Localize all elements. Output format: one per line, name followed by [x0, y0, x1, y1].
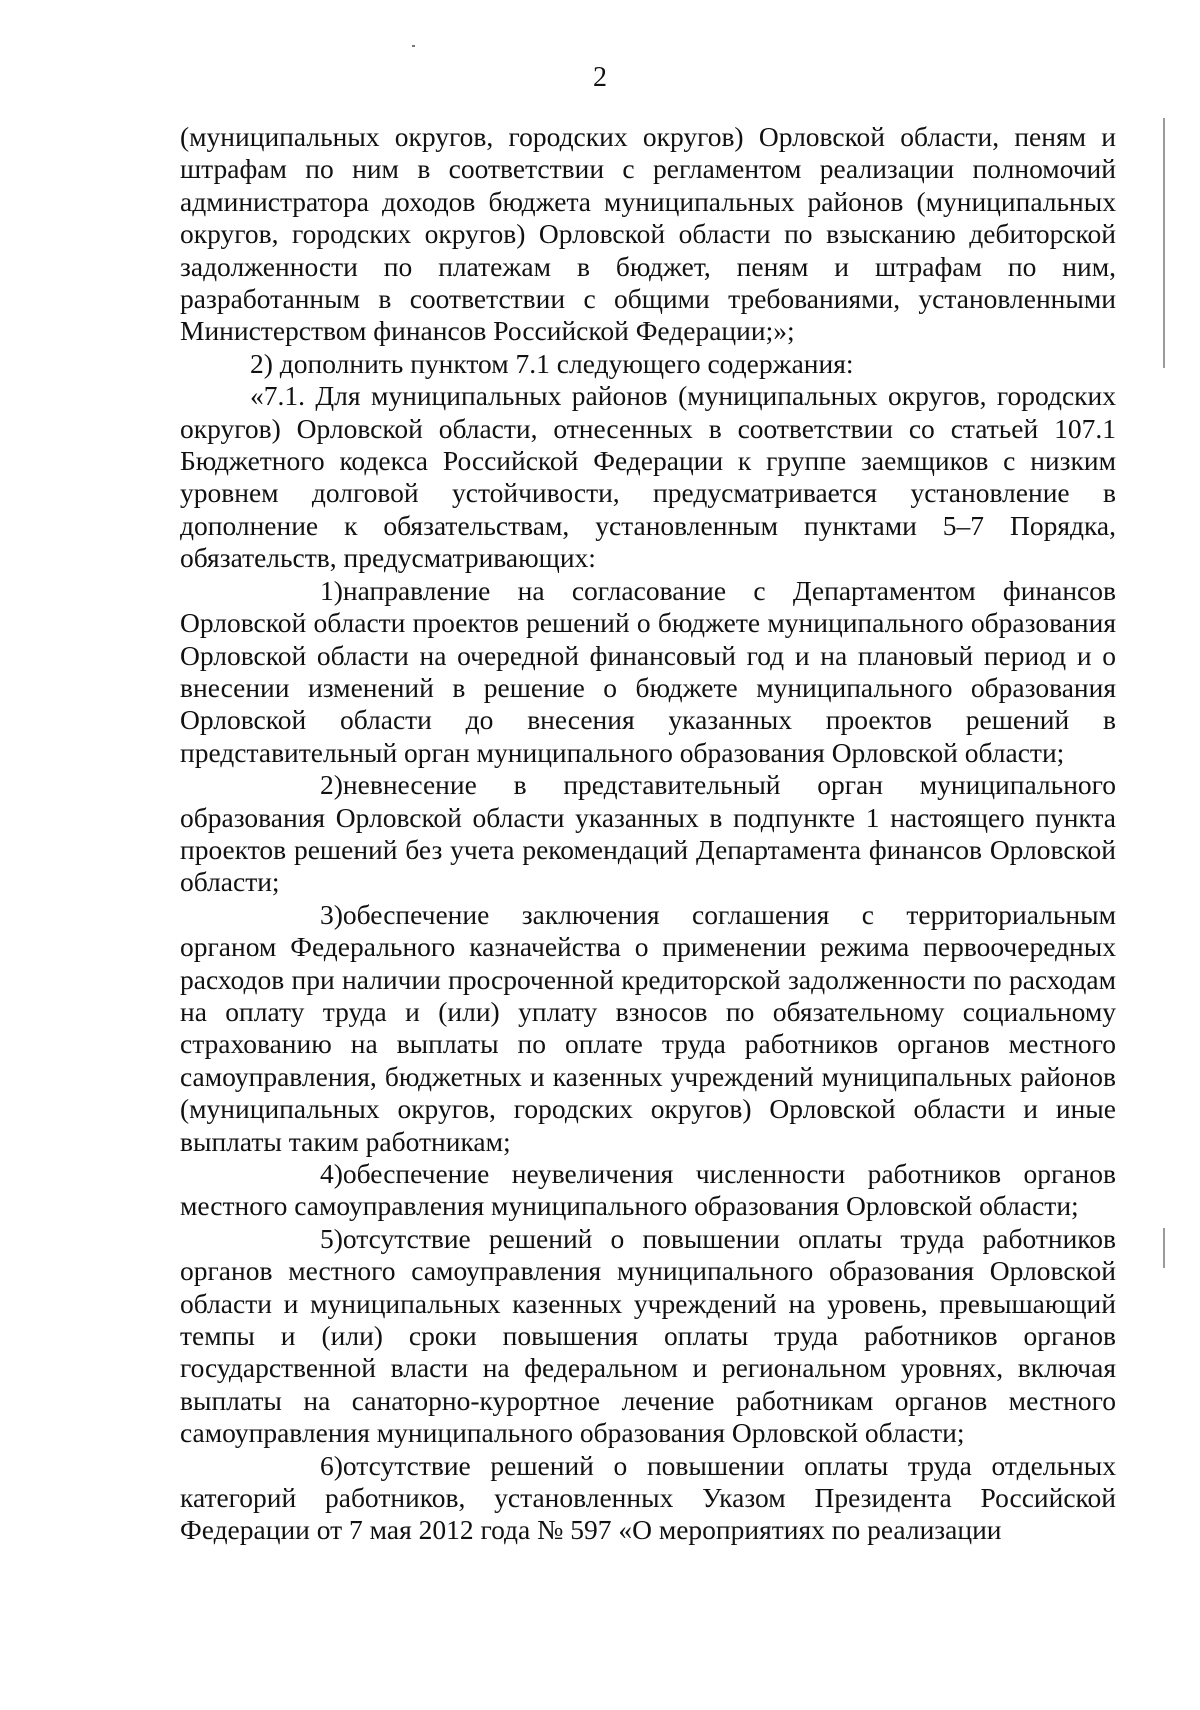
- paragraph-clause-7-1: «7.1. Для муниципальных районов (муниципальных округов, городских округов) Орловской области, отнесенных в соответствии со статьей 107.1 Бюджетного кодекса Российской Федерации к группе заемщиков с низким уровнем долговой устойчивости, предусматривается установление в дополнение к обязательствам, установленным пунктами 5–7 Порядка, обязательств, предусматривающих:: [180, 380, 1116, 574]
- page-number: 2: [593, 62, 607, 93]
- list-item-number: 2): [320, 769, 343, 801]
- paragraph-continuation: (муниципальных округов, городских округов) Орловской области, пеням и штрафам по ним в соответствии с регламентом реализации полномочий администратора доходов бюджета муниципальных районов (муниципальных округов, городских округов) Орловской области по взысканию дебиторской задолженности по платежам в бюджет, пеням и штрафам по ним, разработанным в соответствии с общими требованиями, установленными Министерством финансов Российской Федерации;»;: [180, 121, 1116, 347]
- list-item-text: отсутствие решений о повышении оплаты труда отдельных категорий работников, установленных Указом Президента Российской Федерации от 7 мая 2012 года № 597 «О мероприятиях по реализации: [180, 1449, 1116, 1546]
- list-item-number: 6): [320, 1449, 343, 1481]
- list-item: [180, 769, 1116, 899]
- list-item-text: невнесение в представительный орган муниципального образования Орловской области указанных в подпункте 1 настоящего пункта проектов решений без учета рекомендаций Департамента финансов Орловской области;: [180, 769, 1116, 898]
- scan-edge-mark: [1163, 118, 1165, 368]
- scan-edge-mark: [1163, 1228, 1165, 1268]
- list-item-number: 4): [320, 1158, 343, 1189]
- list-item: [180, 899, 1116, 1158]
- paragraph-amendment-2: 2) дополнить пунктом 7.1 следующего содержания:: [250, 347, 854, 379]
- list-item-text: обеспечение неувеличения численности работников органов местного самоуправления муниципального образования Орловской области;: [180, 1158, 1116, 1222]
- list-item-text: отсутствие решений о повышении оплаты труда работников органов местного самоуправления муниципального образования Орловской области и муниципальных казенных учреждений на уровень, превышающий темпы и (или) сроки повышения оплаты труда работников органов государственной власти на федеральном и региональном уровнях, включая выплаты на санаторно-курортное лечение работникам органов местного самоуправления муниципального образования Орловской области;: [180, 1222, 1116, 1449]
- list-item: [180, 575, 1116, 769]
- list-item-text: направление на согласование с Департаментом финансов Орловской области проектов решений о бюджете муниципального образования Орловской области на очередной финансовый год и на плановый период и о внесении изменений в решение о бюджете муниципального образования Орловской области до внесения указанных проектов решений в представительный орган муниципального образования Орловской области;: [180, 574, 1116, 768]
- list-item: [180, 1223, 1116, 1450]
- list-item-number: 1): [320, 574, 343, 606]
- list-item-text: обеспечение заключения соглашения с территориальным органом Федерального казначейства о применении режима первоочередных расходов при наличии просроченной кредиторской задолженности по расходам на оплату труда и (или) уплату взносов по обязательному социальному страхованию на выплаты по оплате труда работников органов местного самоуправления, бюджетных и казенных учреждений муниципальных районов (муниципальных округов, городских округов) Орловской области и иные выплаты таким работникам;: [180, 898, 1116, 1157]
- list-item-number: 5): [320, 1222, 343, 1254]
- list-item-number: 3): [320, 898, 343, 930]
- list-item: [180, 1450, 1116, 1547]
- scan-speck: [412, 45, 415, 47]
- document-body: [180, 121, 1116, 1547]
- list-item: [180, 1158, 1116, 1223]
